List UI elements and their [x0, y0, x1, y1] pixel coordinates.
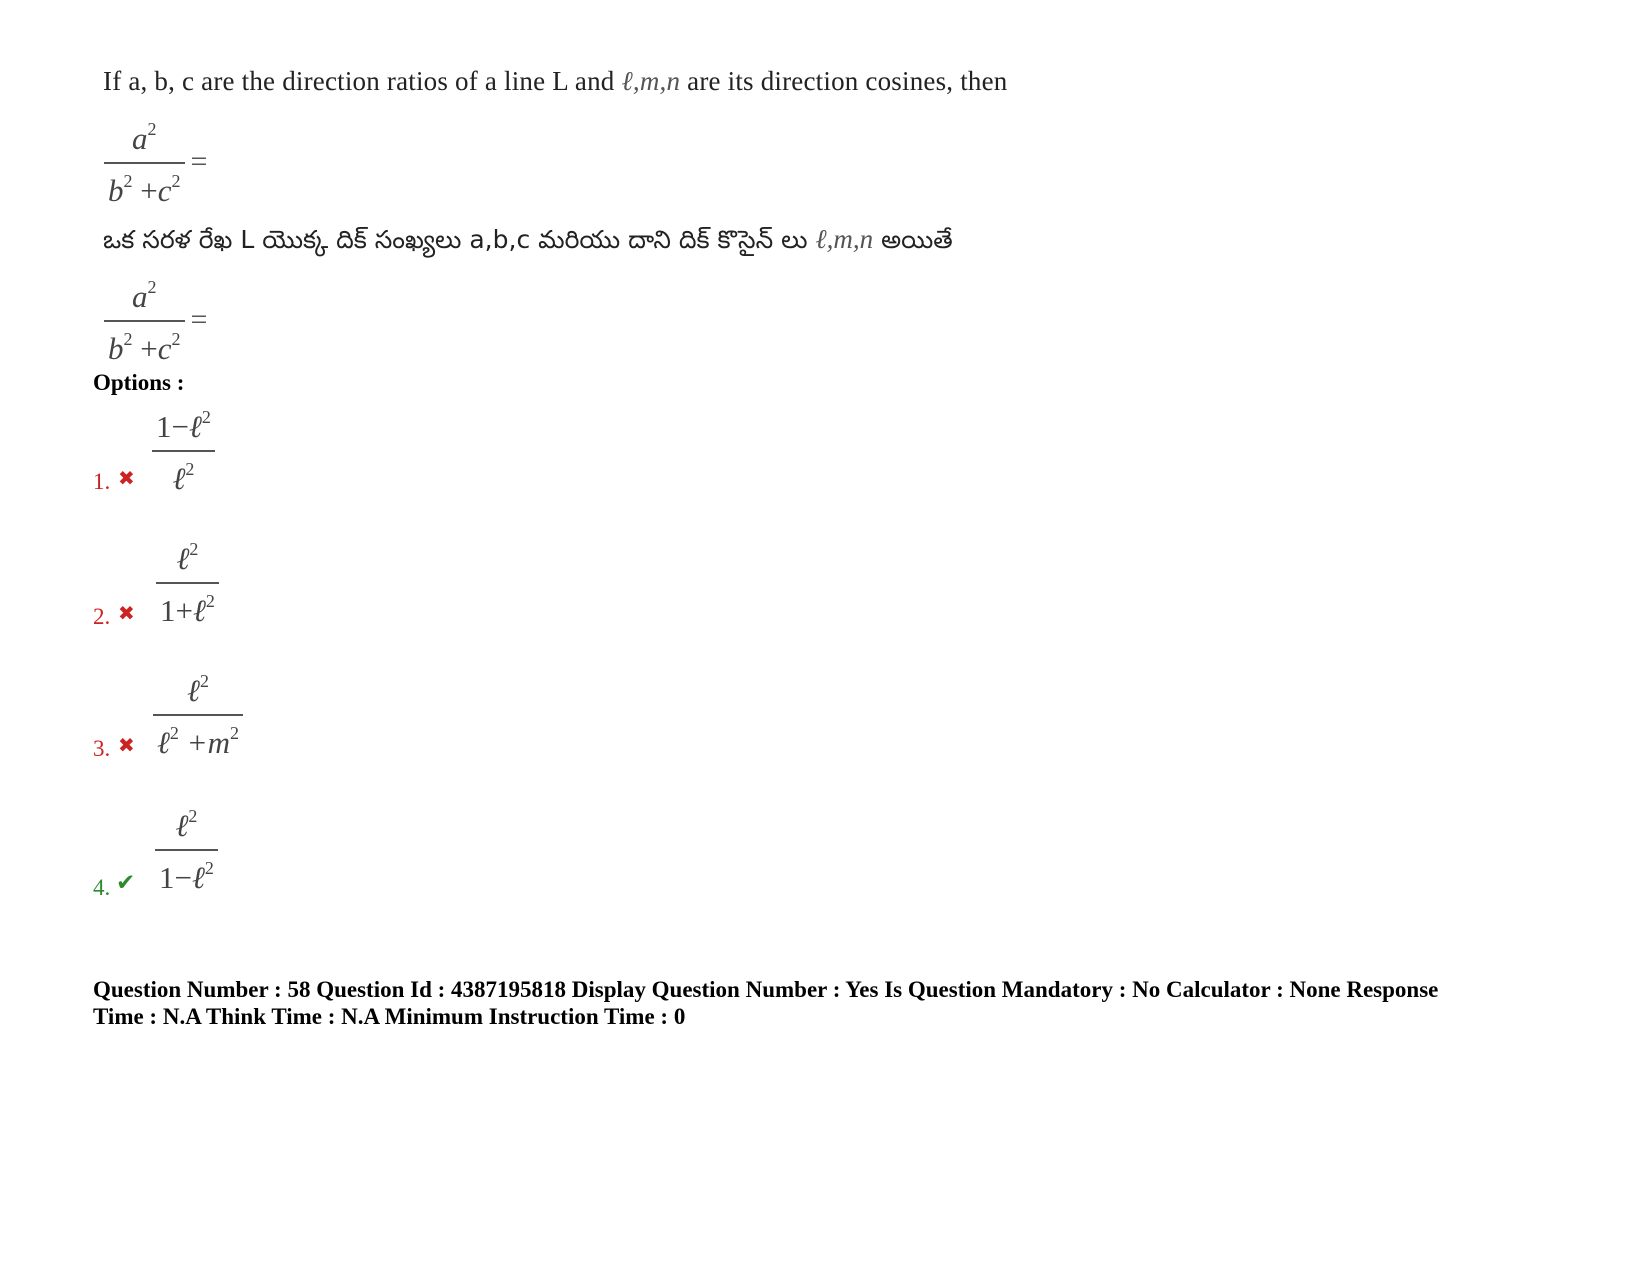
metadata-line-1: Question Number : 58 Question Id : 4387195818 Display Question Number : Yes Is Question Mandatory : No Calculator : None Response [93, 977, 1439, 1002]
option-1-number: 1. [93, 469, 111, 494]
cross-icon: ✖ [118, 466, 135, 490]
check-icon: ✔ [116, 870, 136, 896]
direction-cosines-vars-telugu: ℓ,m,n [815, 224, 874, 254]
question-text-english [103, 66, 1008, 97]
option-2-number: 2. [93, 604, 111, 629]
question-telugu-suffix: అయితే [873, 225, 953, 254]
expression-fraction [104, 120, 185, 206]
cross-icon: ✖ [118, 601, 135, 625]
expression-numerator: $a^2$ [132, 119, 157, 156]
equals-sign: = [190, 303, 208, 336]
question-metadata [93, 976, 1513, 1030]
question-text-telugu [103, 224, 953, 261]
expression-numerator: $a^2$ [132, 277, 157, 314]
direction-cosines-vars: ℓ,m,n [621, 66, 681, 96]
expression-fraction [104, 278, 185, 364]
option-4-fraction: $\frac{\ell^2}{1-\ell^2}$ [155, 807, 218, 893]
question-english-suffix: are its direction cosines, then [680, 66, 1008, 96]
options-label: Options : [93, 370, 185, 395]
metadata-line-2: Time : N.A Think Time : N.A Minimum Instruction Time : 0 [93, 1004, 686, 1029]
expression-denominator: $b^2 +c^2$ [108, 171, 181, 208]
equals-sign: = [190, 145, 208, 178]
option-3-fraction: $\frac{\ell^2}{\ell^2 +m^2}$ [153, 672, 243, 758]
option-4-number: 4. [93, 875, 111, 900]
option-3-number: 3. [93, 736, 111, 761]
option-2-fraction: $\frac{\ell^2}{1+\ell^2}$ [156, 540, 219, 626]
option-1-fraction: $\frac{1-\ell^2}{\ell^2}$ [152, 408, 215, 494]
question-telugu-prefix: ఒక సరళ రేఖ L యొక్క దిక్ సంఖ్యలు a,b,c మరియు దాని దిక్ కొసైన్ లు [103, 225, 816, 254]
expression-denominator: $b^2 +c^2$ [108, 329, 181, 366]
question-english-prefix: If a, b, c are the direction ratios of a line L and [103, 66, 622, 96]
question-expression-english [104, 120, 207, 206]
cross-icon: ✖ [118, 733, 135, 757]
question-expression-telugu [104, 278, 207, 364]
